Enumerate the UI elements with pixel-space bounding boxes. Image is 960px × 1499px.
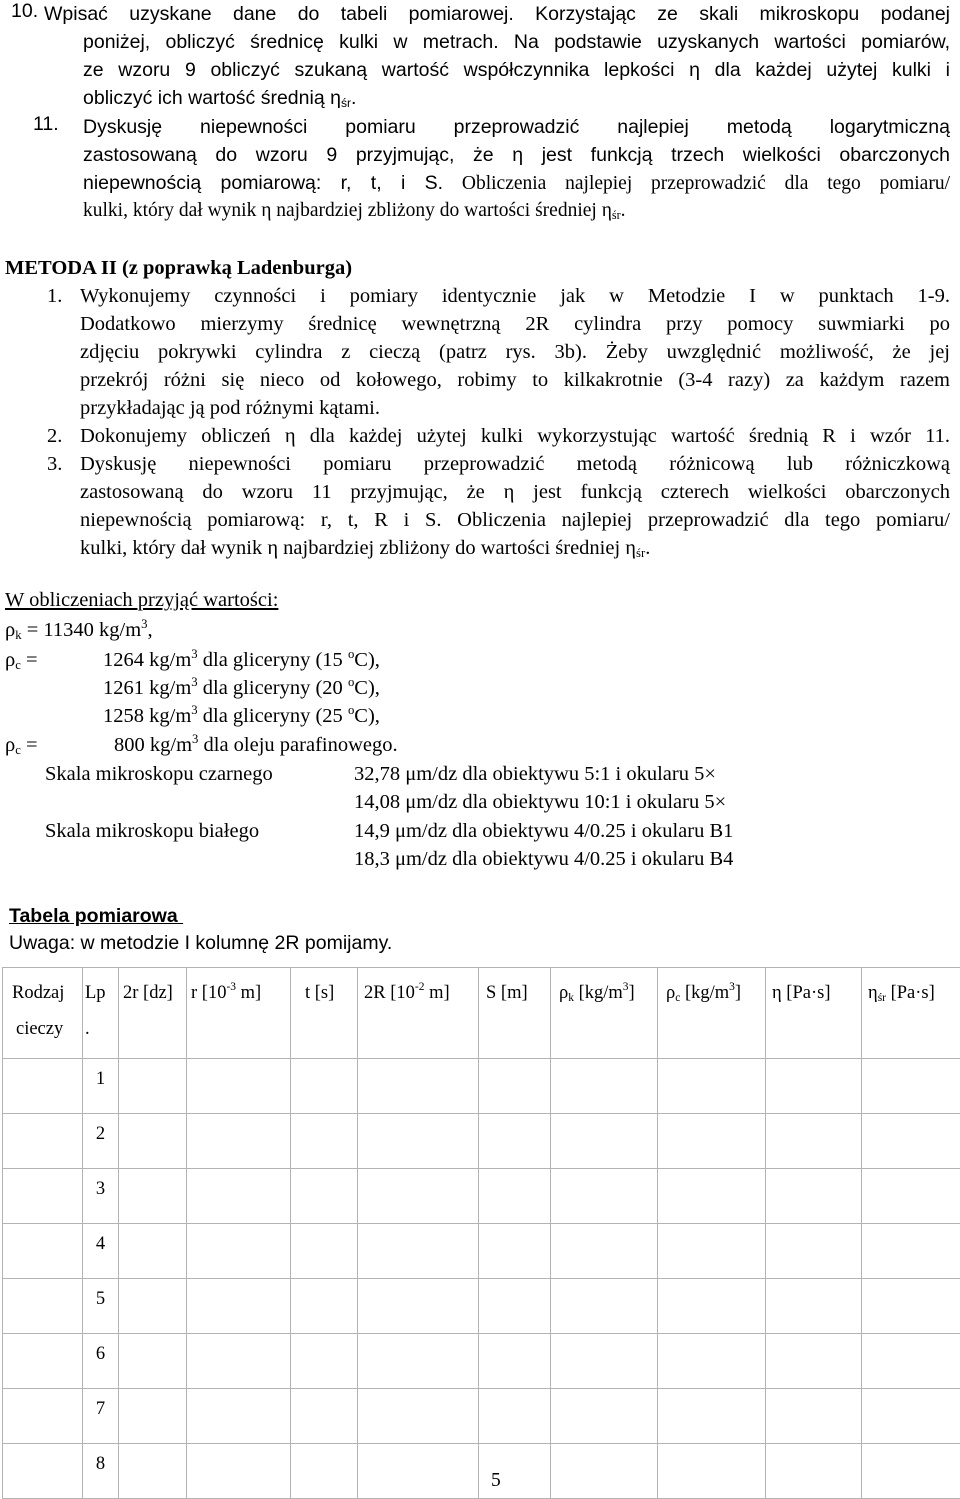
rho-c-label-1: $\rho_c$ = bbox=[5, 646, 38, 674]
table-cell[interactable] bbox=[862, 1334, 960, 1389]
item-10-line-1: Wpisać uzyskane dane do tabeli pomiarowej. Korzystając ze skali mikroskopu podanej bbox=[44, 0, 950, 28]
table-cell[interactable] bbox=[358, 1169, 479, 1224]
table-row bbox=[3, 1334, 960, 1389]
table-cell[interactable] bbox=[187, 1169, 291, 1224]
table-cell[interactable] bbox=[291, 1334, 358, 1389]
item-11-line-2: zastosowaną do wzoru 9 przyjmując, że η jest funkcją trzech wielkości obarczonych bbox=[83, 141, 950, 169]
table-cell[interactable] bbox=[291, 1169, 358, 1224]
table-cell[interactable] bbox=[551, 1059, 658, 1114]
table-cell[interactable] bbox=[187, 1444, 291, 1499]
m2-item-2 bbox=[47, 422, 950, 450]
white-scope-value-2: 18,3 μm/dz dla obiektywu 4/0.25 i okularu B4 bbox=[354, 845, 733, 873]
table-cell[interactable] bbox=[479, 1169, 551, 1224]
glycerin-15: 1264 $kg/m^3$ dla gliceryny (15 $^o$C), bbox=[103, 646, 380, 674]
table-cell[interactable] bbox=[3, 1114, 83, 1169]
table-cell[interactable] bbox=[658, 1169, 766, 1224]
row-number: 8 bbox=[83, 1444, 119, 1499]
table-cell[interactable] bbox=[479, 1224, 551, 1279]
m2-item-2-line-1: Dokonujemy obliczeń η dla każdej użytej kulki wykorzystując wartość średnią R i wzór 11. bbox=[80, 422, 950, 450]
table-cell[interactable] bbox=[291, 1224, 358, 1279]
rho-c-label-2: $\rho_c$ = bbox=[5, 731, 38, 759]
m2-item-3-line-4: kulki, który dał wynik η najbardziej zbliżony do wartości średniej $\eta_{śr}$. bbox=[80, 534, 950, 562]
m2-item-1-number: 1. bbox=[47, 282, 62, 310]
table-cell[interactable] bbox=[119, 1444, 187, 1499]
table-cell[interactable] bbox=[187, 1059, 291, 1114]
black-scope-label: Skala mikroskopu czarnego bbox=[45, 760, 273, 788]
table-cell[interactable] bbox=[658, 1444, 766, 1499]
table-cell[interactable] bbox=[766, 1334, 862, 1389]
table-cell[interactable] bbox=[862, 1169, 960, 1224]
table-cell[interactable] bbox=[551, 1444, 658, 1499]
table-cell[interactable] bbox=[766, 1059, 862, 1114]
table-cell[interactable] bbox=[119, 1334, 187, 1389]
table-cell[interactable] bbox=[766, 1114, 862, 1169]
table-cell[interactable] bbox=[119, 1114, 187, 1169]
table-cell[interactable] bbox=[358, 1059, 479, 1114]
table-cell[interactable] bbox=[3, 1279, 83, 1334]
table-cell[interactable] bbox=[479, 1444, 551, 1499]
table-cell[interactable] bbox=[551, 1224, 658, 1279]
table-cell[interactable] bbox=[479, 1059, 551, 1114]
table-cell[interactable] bbox=[766, 1224, 862, 1279]
table-cell[interactable] bbox=[862, 1444, 960, 1499]
row-number: 2 bbox=[83, 1114, 119, 1169]
item-11-line-4: kulki, który dał wynik η najbardziej zbliżony do wartości średniej $\eta_{śr}$. bbox=[83, 197, 950, 225]
table-row bbox=[3, 1169, 960, 1224]
m2-item-1-line-3: zdjęciu pokrywki cylindra z cieczą (patrz rys. 3b). Żeby uwzględnić możliwość, że jej bbox=[80, 338, 950, 366]
table-header-row bbox=[3, 968, 960, 1059]
table-cell[interactable] bbox=[766, 1279, 862, 1334]
header-2R: 2R [$10^{-2}$ m] bbox=[358, 968, 479, 1059]
table-cell[interactable] bbox=[3, 1444, 83, 1499]
header-S: S [m] bbox=[479, 968, 551, 1059]
row-number: 3 bbox=[83, 1169, 119, 1224]
table-cell[interactable] bbox=[862, 1059, 960, 1114]
table-cell[interactable] bbox=[658, 1114, 766, 1169]
table-cell[interactable] bbox=[119, 1279, 187, 1334]
table-row bbox=[3, 1114, 960, 1169]
table-cell[interactable] bbox=[187, 1114, 291, 1169]
table-cell[interactable] bbox=[291, 1444, 358, 1499]
table-cell[interactable] bbox=[551, 1169, 658, 1224]
table-cell[interactable] bbox=[119, 1169, 187, 1224]
m2-item-1-line-2: Dodatkowo mierzymy średnicę wewnętrzną 2R cylindra przy pomocy suwmiarki po bbox=[80, 310, 950, 338]
table-cell[interactable] bbox=[187, 1279, 291, 1334]
values-heading: W obliczeniach przyjąć wartości: bbox=[5, 586, 278, 614]
table-cell[interactable] bbox=[119, 1224, 187, 1279]
table-cell[interactable] bbox=[358, 1114, 479, 1169]
header-rho-k: $\rho_k$ $[kg/m^3]$ bbox=[551, 968, 658, 1059]
table-cell[interactable] bbox=[3, 1059, 83, 1114]
table-cell[interactable] bbox=[291, 1114, 358, 1169]
table-cell[interactable] bbox=[187, 1334, 291, 1389]
m2-item-3-line-3: niepewnością pomiarową: r, t, R i S. Obliczenia najlepiej przeprowadzić dla tego pomiaru/ bbox=[80, 506, 950, 534]
table-cell[interactable] bbox=[187, 1389, 291, 1444]
row-number: 7 bbox=[83, 1389, 119, 1444]
m2-item-3 bbox=[47, 450, 950, 562]
table-row bbox=[3, 1444, 960, 1499]
m2-item-3-line-2: zastosowaną do wzoru 11 przyjmując, że η jest funkcją czterech wielkości obarczonych bbox=[80, 478, 950, 506]
table-cell[interactable] bbox=[479, 1114, 551, 1169]
header-t: t [s] bbox=[291, 968, 358, 1059]
table-cell[interactable] bbox=[862, 1114, 960, 1169]
item-11-number: 11. bbox=[33, 113, 59, 136]
metoda-ii-heading: METODA II (z poprawką Ladenburga) bbox=[5, 254, 352, 282]
table-cell[interactable] bbox=[3, 1224, 83, 1279]
table-cell[interactable] bbox=[862, 1389, 960, 1444]
table-cell[interactable] bbox=[3, 1334, 83, 1389]
black-scope-value-1: 32,78 μm/dz dla obiektywu 5:1 i okularu 5× bbox=[354, 760, 716, 788]
table-cell[interactable] bbox=[358, 1389, 479, 1444]
white-scope-label: Skala mikroskopu białego bbox=[45, 817, 259, 845]
row-number: 4 bbox=[83, 1224, 119, 1279]
item-10-line-3: ze wzoru 9 obliczyć szukaną wartość współczynnika lepkości η dla każdej użytej kulki i bbox=[83, 56, 950, 84]
header-2r: 2r [dz] bbox=[119, 968, 187, 1059]
table-cell[interactable] bbox=[358, 1279, 479, 1334]
m2-item-2-number: 2. bbox=[47, 422, 62, 450]
header-r: r [$10^{-3}$ m] bbox=[187, 968, 291, 1059]
header-rodzaj-cieczy: Rodzaj cieczy bbox=[3, 968, 83, 1059]
table-cell[interactable] bbox=[479, 1389, 551, 1444]
table-cell[interactable] bbox=[658, 1059, 766, 1114]
table-cell[interactable] bbox=[551, 1389, 658, 1444]
table-cell[interactable] bbox=[3, 1389, 83, 1444]
table-note: Uwaga: w metodzie I kolumnę 2R pomijamy. bbox=[9, 929, 392, 957]
table-cell[interactable] bbox=[766, 1389, 862, 1444]
row-number: 6 bbox=[83, 1334, 119, 1389]
table-cell[interactable] bbox=[187, 1224, 291, 1279]
table-cell[interactable] bbox=[291, 1279, 358, 1334]
table-cell[interactable] bbox=[551, 1279, 658, 1334]
table-cell[interactable] bbox=[658, 1224, 766, 1279]
m2-item-1-line-4: przekrój różni się nieco od kołowego, robimy to kilkakrotnie (3-4 razy) za każdym razem bbox=[80, 366, 950, 394]
page-number: 5 bbox=[491, 1471, 501, 1491]
table-cell[interactable] bbox=[862, 1279, 960, 1334]
table-cell[interactable] bbox=[766, 1444, 862, 1499]
m2-item-1 bbox=[47, 282, 950, 422]
row-number: 1 bbox=[83, 1059, 119, 1114]
table-cell[interactable] bbox=[658, 1279, 766, 1334]
rho-k-line: $\rho_k = 11340$ $kg/m^3$, bbox=[5, 616, 153, 644]
table-cell[interactable] bbox=[658, 1334, 766, 1389]
white-scope-value-1: 14,9 μm/dz dla obiektywu 4/0.25 i okularu B1 bbox=[354, 817, 733, 845]
glycerin-25: 1258 $kg/m^3$ dla gliceryny (25 $^o$C), bbox=[103, 702, 380, 730]
table-cell[interactable] bbox=[551, 1334, 658, 1389]
item-10 bbox=[11, 0, 950, 112]
table-cell[interactable] bbox=[479, 1279, 551, 1334]
m2-item-1-line-5: przykładając ją pod różnymi kątami. bbox=[80, 394, 950, 422]
header-lp: Lp . bbox=[83, 968, 119, 1059]
item-10-line-4: obliczyć ich wartość średnią $\eta_{śr}$. bbox=[83, 84, 950, 112]
table-cell[interactable] bbox=[479, 1334, 551, 1389]
header-eta: η [Pa·s] bbox=[766, 968, 862, 1059]
black-scope-value-2: 14,08 μm/dz dla obiektywu 10:1 i okularu 5× bbox=[354, 788, 726, 816]
header-rho-c: $\rho_c$ $[kg/m^3]$ bbox=[658, 968, 766, 1059]
glycerin-20: 1261 $kg/m^3$ dla gliceryny (20 $^o$C), bbox=[103, 674, 380, 702]
measurement-table bbox=[2, 967, 960, 1499]
table-cell[interactable] bbox=[3, 1169, 83, 1224]
table-cell[interactable] bbox=[291, 1389, 358, 1444]
table-cell[interactable] bbox=[358, 1334, 479, 1389]
m2-item-3-line-1: Dyskusję niepewności pomiaru przeprowadzić metodą różnicową lub różniczkową bbox=[80, 450, 950, 478]
m2-item-3-number: 3. bbox=[47, 450, 62, 478]
table-cell[interactable] bbox=[766, 1169, 862, 1224]
table-row bbox=[3, 1059, 960, 1114]
table-row bbox=[3, 1224, 960, 1279]
header-eta-sr: $\eta_{śr}$ [Pa·s] bbox=[862, 968, 960, 1059]
row-number: 5 bbox=[83, 1279, 119, 1334]
table-row bbox=[3, 1279, 960, 1334]
paraffin-oil: 800 $kg/m^3$ dla oleju parafinowego. bbox=[114, 731, 398, 759]
item-10-line-2: poniżej, obliczyć średnicę kulki w metrach. Na podstawie uzyskanych wartości pomiarów, bbox=[83, 28, 950, 56]
item-10-number: 10. bbox=[11, 0, 38, 23]
table-cell[interactable] bbox=[551, 1114, 658, 1169]
table-cell[interactable] bbox=[119, 1059, 187, 1114]
item-11-line-1: Dyskusję niepewności pomiaru przeprowadzić najlepiej metodą logarytmiczną bbox=[83, 113, 950, 141]
table-row bbox=[3, 1389, 960, 1444]
table-cell[interactable] bbox=[862, 1224, 960, 1279]
item-11-line-3: niepewnością pomiarową: r, t, i S. Obliczenia najlepiej przeprowadzić dla tego pomiaru/ bbox=[83, 169, 950, 197]
table-cell[interactable] bbox=[658, 1389, 766, 1444]
table-cell[interactable] bbox=[119, 1389, 187, 1444]
table-cell[interactable] bbox=[358, 1224, 479, 1279]
item-11 bbox=[33, 113, 950, 225]
table-cell[interactable] bbox=[358, 1444, 479, 1499]
m2-item-1-line-1: Wykonujemy czynności i pomiary identycznie jak w Metodzie I w punktach 1-9. bbox=[80, 282, 950, 310]
table-title: Tabela pomiarowa bbox=[9, 902, 183, 930]
table-cell[interactable] bbox=[291, 1059, 358, 1114]
